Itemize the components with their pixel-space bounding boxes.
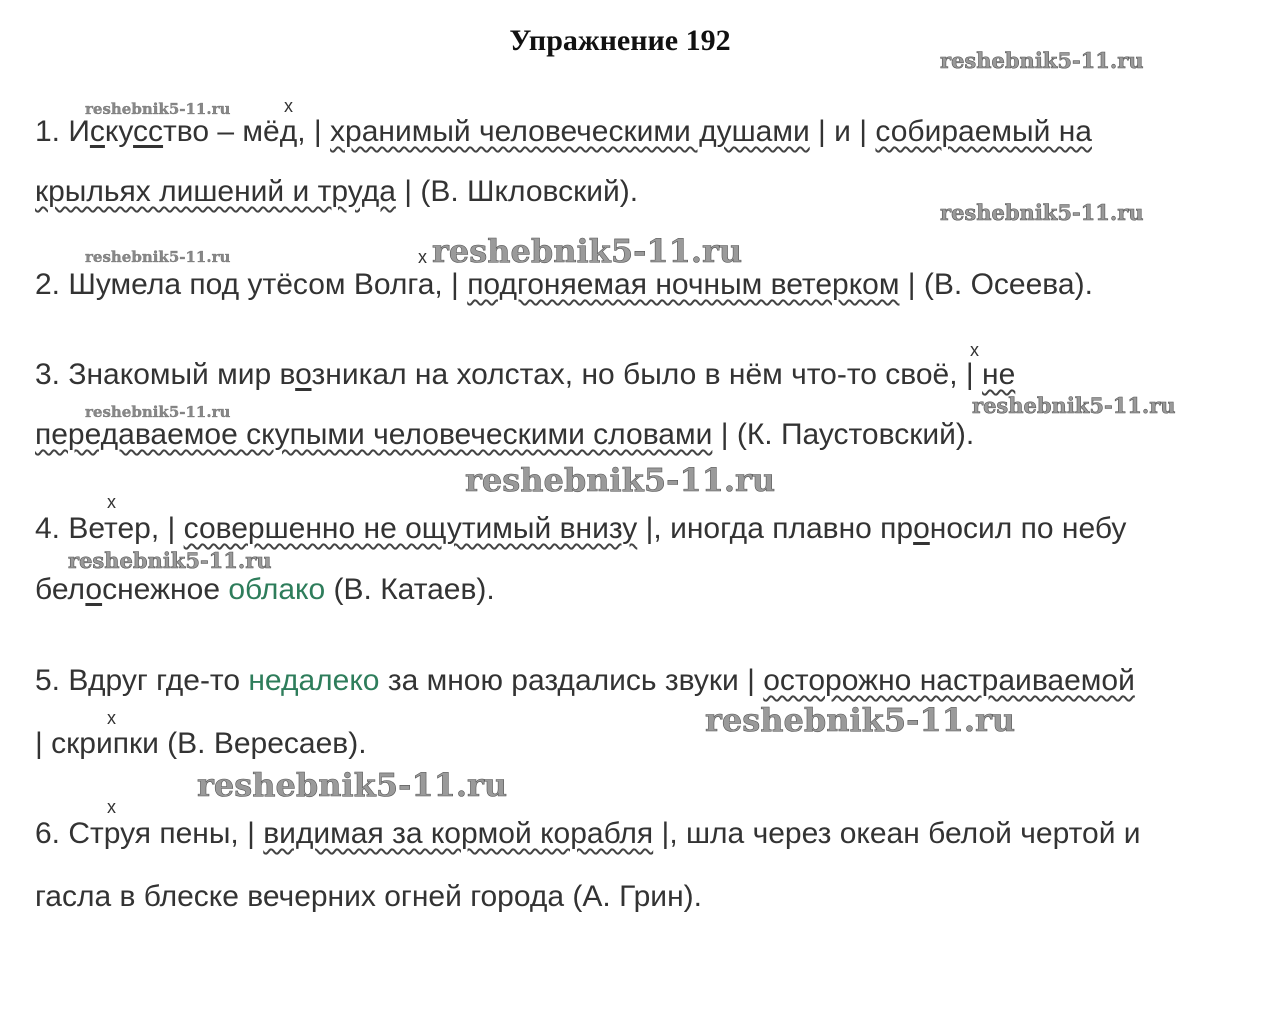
- sentence-4-line-1: 4. Ветер, | совершенно не ощутимый внизу |, иногда плавно проносил по небу: [35, 512, 1127, 545]
- x-marker: x: [970, 340, 979, 360]
- participial-phrase: подгоняемая ночным ветерком: [467, 268, 900, 301]
- participial-phrase: совершенно не ощутимый внизу: [183, 512, 638, 545]
- participial-phrase: видимая за кормой корабля: [263, 817, 654, 850]
- sentence-6-line-2: гасла в блеске вечерних огней города (А. Грин).: [35, 880, 702, 913]
- x-marker: x: [418, 247, 427, 267]
- participial-phrase: хранимый человеческими душами: [330, 115, 810, 148]
- watermark: reshebnik5-11.ru: [85, 100, 231, 118]
- participial-phrase: собираемый на: [875, 115, 1092, 148]
- watermark: reshebnik5-11.ru: [972, 393, 1176, 418]
- page-title: Упражнение 192: [509, 24, 731, 57]
- sentence-5-line-2: | скрипки (В. Вересаев).: [35, 727, 367, 760]
- watermark: reshebnik5-11.ru: [68, 548, 272, 573]
- watermark: reshebnik5-11.ru: [465, 461, 776, 499]
- watermark: reshebnik5-11.ru: [432, 232, 743, 270]
- sentence-5-line-1: 5. Вдруг где-то недалеко за мною раздались звуки | осторожно настраиваемой: [35, 664, 1135, 697]
- watermark: reshebnik5-11.ru: [85, 248, 231, 266]
- watermark: reshebnik5-11.ru: [705, 701, 1016, 739]
- sentence-3-line-1: 3. Знакомый мир возникал на холстах, но было в нём что-то своё, | не: [35, 358, 1016, 391]
- x-marker: x: [107, 708, 116, 728]
- participial-phrase: осторожно настраиваемой: [763, 664, 1135, 697]
- participial-phrase: передаваемое скупыми человеческими словами: [35, 418, 713, 451]
- sentence-2: 2. Шумела под утёсом Волга, | подгоняемая ночным ветерком | (В. Осеева).: [35, 268, 1093, 301]
- x-marker: x: [284, 96, 293, 116]
- sentence-3-line-2: передаваемое скупыми человеческими словами | (К. Паустовский).: [35, 418, 975, 451]
- watermark: reshebnik5-11.ru: [197, 766, 508, 804]
- watermark: reshebnik5-11.ru: [85, 403, 231, 421]
- participial-phrase: не: [982, 358, 1016, 391]
- watermark: reshebnik5-11.ru: [940, 48, 1144, 73]
- x-marker: x: [107, 492, 116, 512]
- participial-phrase: крыльях лишений и труда: [35, 175, 396, 208]
- sentence-6-line-1: 6. Струя пены, | видимая за кормой корабля |, шла через океан белой чертой и: [35, 817, 1141, 850]
- watermark: reshebnik5-11.ru: [940, 200, 1144, 225]
- sentence-1-line-1: 1. Искусство – мёд, | хранимый человеческими душами | и | собираемый на: [35, 115, 1092, 148]
- sentence-1-line-2: крыльях лишений и труда | (В. Шкловский).: [35, 175, 639, 208]
- x-marker: x: [107, 797, 116, 817]
- sentence-4-line-2: белоснежное облако (В. Катаев).: [35, 573, 495, 606]
